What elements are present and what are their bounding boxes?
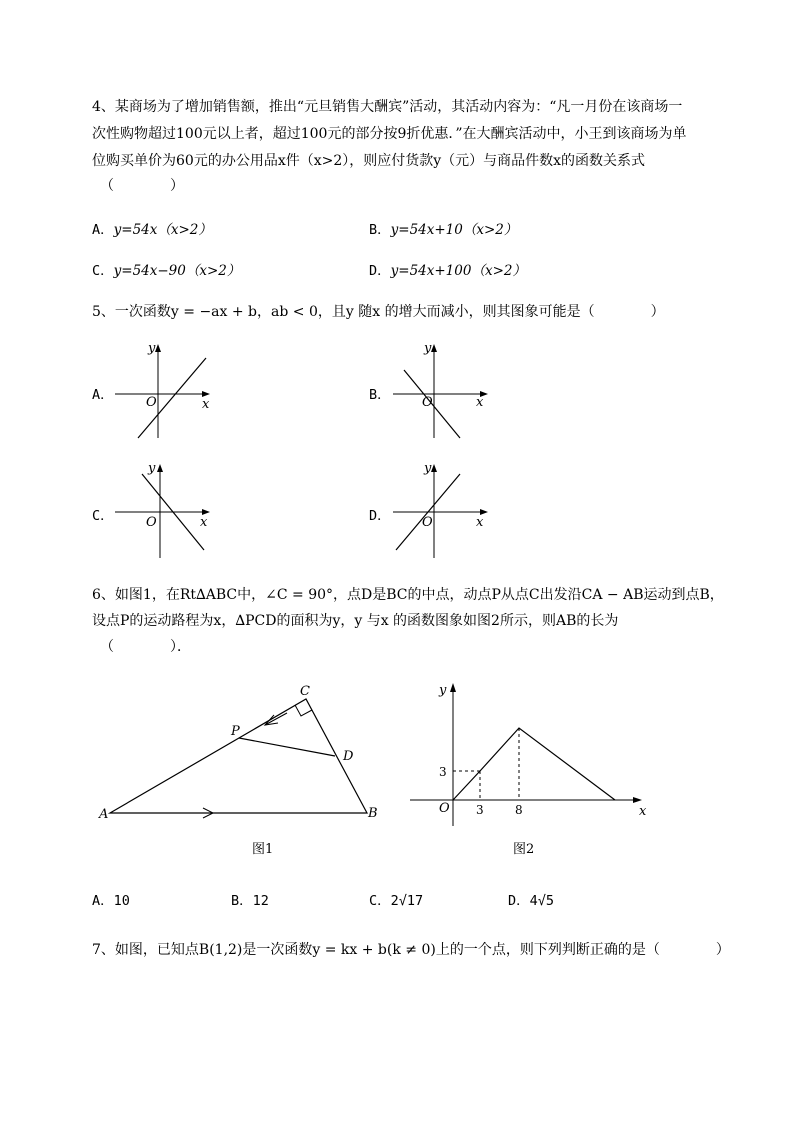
option-label: B． bbox=[369, 222, 391, 238]
option-label: A． bbox=[92, 893, 114, 909]
q6-option-d bbox=[508, 892, 554, 910]
origin-label: O bbox=[439, 801, 450, 816]
q5-graph-d bbox=[388, 460, 498, 562]
label-d: D bbox=[343, 749, 354, 764]
label-c: C bbox=[300, 684, 310, 699]
q6-option-a bbox=[92, 892, 130, 910]
q4-line-1: 4、某商场为了增加销售额，推出“元旦销售大酬宾”活动，其活动内容为：“凡一月份在该商场一 bbox=[92, 99, 683, 115]
option-label: C． bbox=[369, 893, 391, 909]
q5-graph-a bbox=[110, 340, 220, 442]
function-graph bbox=[453, 728, 615, 800]
y-arrow-icon bbox=[431, 344, 437, 352]
q6-figure-1 bbox=[95, 680, 385, 825]
q6-answer-blank: （ ）． bbox=[100, 639, 191, 655]
option-text: y=54x+10（x>2） bbox=[390, 222, 518, 238]
x-label: x bbox=[200, 515, 208, 530]
y-arrow-icon bbox=[155, 344, 161, 352]
y-label: y bbox=[424, 341, 432, 356]
option-text: 4√5 bbox=[529, 893, 555, 909]
q4-line-3: 位购买单价为60元的办公用品x件（x>2），则应付货款y（元）与商品件数x的函数关系式 bbox=[92, 153, 646, 169]
q5-option-a-label: A． bbox=[92, 387, 114, 403]
option-label: D． bbox=[369, 263, 391, 279]
option-text: y=54x−90（x>2） bbox=[113, 263, 241, 279]
q6-option-c bbox=[369, 892, 423, 910]
x-label: x bbox=[639, 804, 647, 819]
origin-label: O bbox=[422, 515, 433, 530]
option-label: B． bbox=[231, 893, 253, 909]
option-label: C． bbox=[92, 263, 114, 279]
origin-label: O bbox=[146, 395, 157, 410]
y-arrow-icon bbox=[431, 464, 437, 472]
y-arrow-icon bbox=[450, 683, 456, 692]
q4-option-a bbox=[92, 221, 212, 239]
q6-option-b bbox=[231, 892, 269, 910]
x-label: x bbox=[476, 515, 484, 530]
q7-stem: 7、如图，已知点B(1,2)是一次函数y = kx + b(k ≠ 0)上的一个点，则下列判断正确的是（ ） bbox=[92, 942, 730, 958]
x-label: x bbox=[202, 397, 210, 412]
option-label: D． bbox=[508, 893, 530, 909]
q5-option-c-label: C． bbox=[92, 508, 114, 524]
y-label: y bbox=[424, 461, 432, 476]
q4-answer-blank: （ ） bbox=[100, 178, 184, 194]
x-tick-label: 3 bbox=[476, 803, 484, 817]
q5-option-d-label: D． bbox=[369, 508, 391, 524]
q6-line-2: 设点P的运动路程为x，∆PCD的面积为y，y 与x 的函数图象如图2所示，则AB的长为 bbox=[92, 613, 619, 629]
y-label: y bbox=[439, 683, 447, 698]
q5-option-b-label: B． bbox=[369, 387, 391, 403]
q6-figure-2 bbox=[405, 676, 655, 826]
q5-stem: 5、一次函数y = −ax + b，ab < 0，且y 随x 的增大而减小，则其图象可能是（ ） bbox=[92, 304, 665, 320]
segment-pd bbox=[239, 738, 335, 756]
figure-1-caption: 图1 bbox=[252, 842, 274, 857]
origin-label: O bbox=[146, 515, 157, 530]
option-text: 12 bbox=[252, 893, 269, 909]
x-tick-label: 8 bbox=[515, 803, 523, 817]
triangle-abc bbox=[110, 699, 367, 813]
option-text: 10 bbox=[113, 893, 130, 909]
q5-graph-b bbox=[388, 340, 498, 442]
option-text: y=54x（x>2） bbox=[113, 222, 212, 238]
y-label: y bbox=[148, 341, 156, 356]
label-b: B bbox=[368, 806, 378, 821]
origin-label: O bbox=[422, 395, 433, 410]
q6-line-1: 6、如图1，在Rt∆ABC中，∠C = 90°，点D是BC的中点，动点P从点C出发沿CA − AB运动到点B， bbox=[92, 587, 724, 603]
option-text: 2√17 bbox=[390, 893, 424, 909]
option-label: A． bbox=[92, 222, 114, 238]
q4-option-c bbox=[92, 262, 240, 280]
q5-graph-c bbox=[110, 460, 220, 562]
label-p: P bbox=[231, 724, 240, 739]
q4-option-b bbox=[369, 221, 517, 239]
q4-line-2: 次性购物超过100元以上者，超过100元的部分按9折优惠．”在大酬宾活动中，小王到该商场为单 bbox=[92, 126, 687, 142]
figure-2-caption: 图2 bbox=[513, 842, 535, 857]
x-arrow-icon bbox=[633, 797, 642, 803]
y-arrow-icon bbox=[157, 464, 163, 472]
x-label: x bbox=[476, 395, 484, 410]
y-label: y bbox=[148, 461, 156, 476]
label-a: A bbox=[99, 807, 109, 822]
q4-option-d bbox=[369, 262, 526, 280]
option-text: y=54x+100（x>2） bbox=[390, 263, 526, 279]
y-tick-label: 3 bbox=[439, 765, 447, 779]
